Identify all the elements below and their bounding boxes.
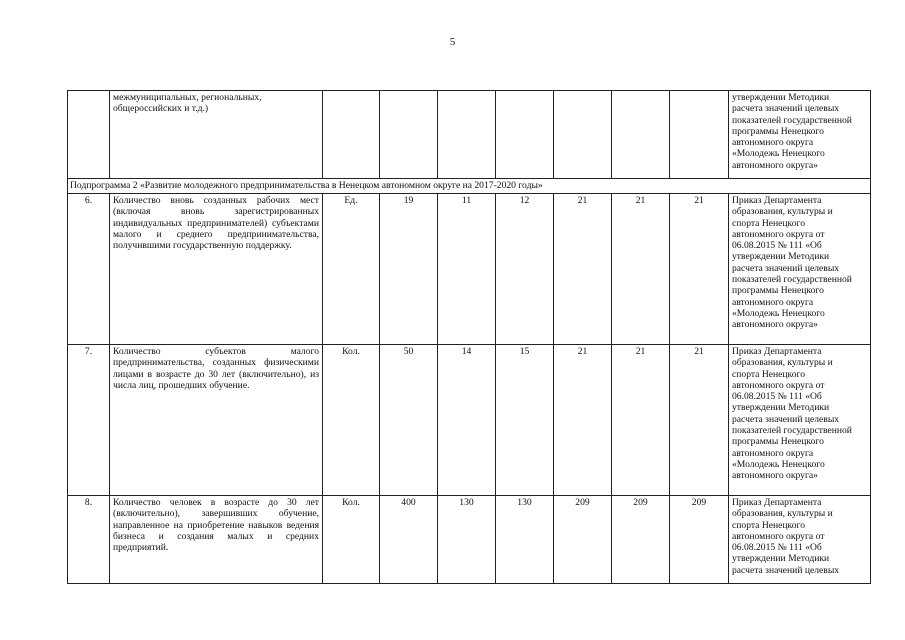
unit-cell: Кол. — [323, 496, 380, 584]
value-cell: 21 — [612, 345, 670, 496]
row-number: 6. — [68, 194, 110, 345]
source-line: Приказ Департамента — [732, 195, 822, 206]
value-cell — [438, 91, 496, 179]
source-line: 06.08.2015 № 111 «Об — [732, 391, 822, 403]
source-line: программы Ненецкого — [732, 125, 824, 137]
unit-cell — [323, 91, 380, 179]
source-line: 06.08.2015 № 111 «Об — [732, 542, 822, 554]
source-line: спорта Ненецкого — [732, 519, 806, 531]
source-line: автономного округа» — [732, 159, 818, 171]
value-cell: 21 — [612, 194, 670, 345]
source-line: автономного округа от — [732, 530, 825, 542]
value-cell — [612, 91, 670, 179]
source-line: автономного округа» — [732, 319, 818, 331]
desc-line: межмуниципальных, региональных, — [113, 92, 262, 103]
source-line: автономного округа — [732, 296, 814, 308]
value-cell: 15 — [496, 345, 554, 496]
source-line: утверждении Методики — [732, 402, 830, 414]
source-line: автономного округа» — [732, 470, 818, 482]
value-cell: 14 — [438, 345, 496, 496]
source-line: «Молодежь Ненецкого — [732, 148, 825, 160]
source-line: показателей государственной — [732, 114, 852, 126]
row-number: 7. — [68, 345, 110, 496]
source-line: Приказ Департамента — [732, 497, 822, 508]
source-line: утверждении Методики — [732, 251, 830, 263]
value-cell — [380, 91, 438, 179]
value-cell: 12 — [496, 194, 554, 345]
source-line: 06.08.2015 № 111 «Об — [732, 240, 822, 252]
num-cell — [68, 91, 110, 179]
source-line: Приказ Департамента — [732, 346, 822, 357]
source-line: расчета значений целевых — [732, 564, 840, 576]
value-cell: 130 — [438, 496, 496, 584]
value-cell: 19 — [380, 194, 438, 345]
value-cell: 50 — [380, 345, 438, 496]
source-line: образования, культуры и — [732, 508, 833, 520]
source-line: расчета значений целевых — [732, 262, 840, 274]
source-line: автономного округа от — [732, 379, 825, 391]
table-row-continued — [68, 91, 871, 179]
subprogram-title: Подпрограмма 2 «Развитие молодежного предпринимательства в Ненецком автономном округе на 2017-2020 годы» — [68, 179, 871, 194]
unit-cell: Ед. — [323, 194, 380, 345]
indicators-table — [67, 90, 871, 584]
source-line: расчета значений целевых — [732, 103, 840, 115]
source-line: образования, культуры и — [732, 206, 833, 218]
unit-cell: Кол. — [323, 345, 380, 496]
value-cell: 209 — [612, 496, 670, 584]
source-line: автономного округа от — [732, 228, 825, 240]
desc-line: общероссийских и т.д.) — [113, 103, 209, 115]
value-cell: 11 — [438, 194, 496, 345]
source-line: образования, культуры и — [732, 357, 833, 369]
source-cell — [729, 194, 871, 345]
source-line: программы Ненецкого — [732, 436, 824, 448]
value-cell: 21 — [670, 194, 729, 345]
value-cell: 209 — [554, 496, 612, 584]
value-cell — [670, 91, 729, 179]
source-line: показателей государственной — [732, 425, 852, 437]
source-line: спорта Ненецкого — [732, 217, 806, 229]
source-cell — [729, 91, 871, 179]
source-cell — [729, 496, 871, 584]
source-line: показателей государственной — [732, 274, 852, 286]
value-cell: 21 — [554, 194, 612, 345]
source-line: расчета значений целевых — [732, 413, 840, 425]
source-line: спорта Ненецкого — [732, 368, 806, 380]
source-line: «Молодежь Ненецкого — [732, 307, 825, 319]
value-cell: 400 — [380, 496, 438, 584]
value-cell: 209 — [670, 496, 729, 584]
source-line: автономного округа — [732, 137, 814, 149]
subprogram-row — [68, 179, 871, 194]
value-cell — [496, 91, 554, 179]
source-line: программы Ненецкого — [732, 285, 824, 297]
source-line: утверждении Методики — [732, 92, 830, 103]
value-cell: 21 — [670, 345, 729, 496]
indicator-description: Количество человек в возрасте до 30 лет (включительно), завершивших обучение, направленное на приобретение навыков ведения бизнеса и создания малых и средних предприятий. — [110, 496, 323, 584]
indicator-description: Количество вновь созданных рабочих мест (включая вновь зарегистрированных индивидуальных предпринимателей) субъектами малого и среднего предпринимательства, получившими государственную поддержку. — [110, 194, 323, 345]
table-row — [68, 194, 871, 345]
row-number: 8. — [68, 496, 110, 584]
source-cell — [729, 345, 871, 496]
source-line: утверждении Методики — [732, 553, 830, 565]
indicator-description — [110, 91, 323, 179]
indicator-description: Количество субъектов малого предпринимательства, созданных физическими лицами в возрасте до 30 лет (включительно), из числа лиц, прошедших обучение. — [110, 345, 323, 496]
table-row — [68, 345, 871, 496]
value-cell: 21 — [554, 345, 612, 496]
page-number: 5 — [449, 36, 456, 48]
value-cell — [554, 91, 612, 179]
source-line: автономного округа — [732, 447, 814, 459]
source-line: «Молодежь Ненецкого — [732, 458, 825, 470]
table-row — [68, 496, 871, 584]
value-cell: 130 — [496, 496, 554, 584]
